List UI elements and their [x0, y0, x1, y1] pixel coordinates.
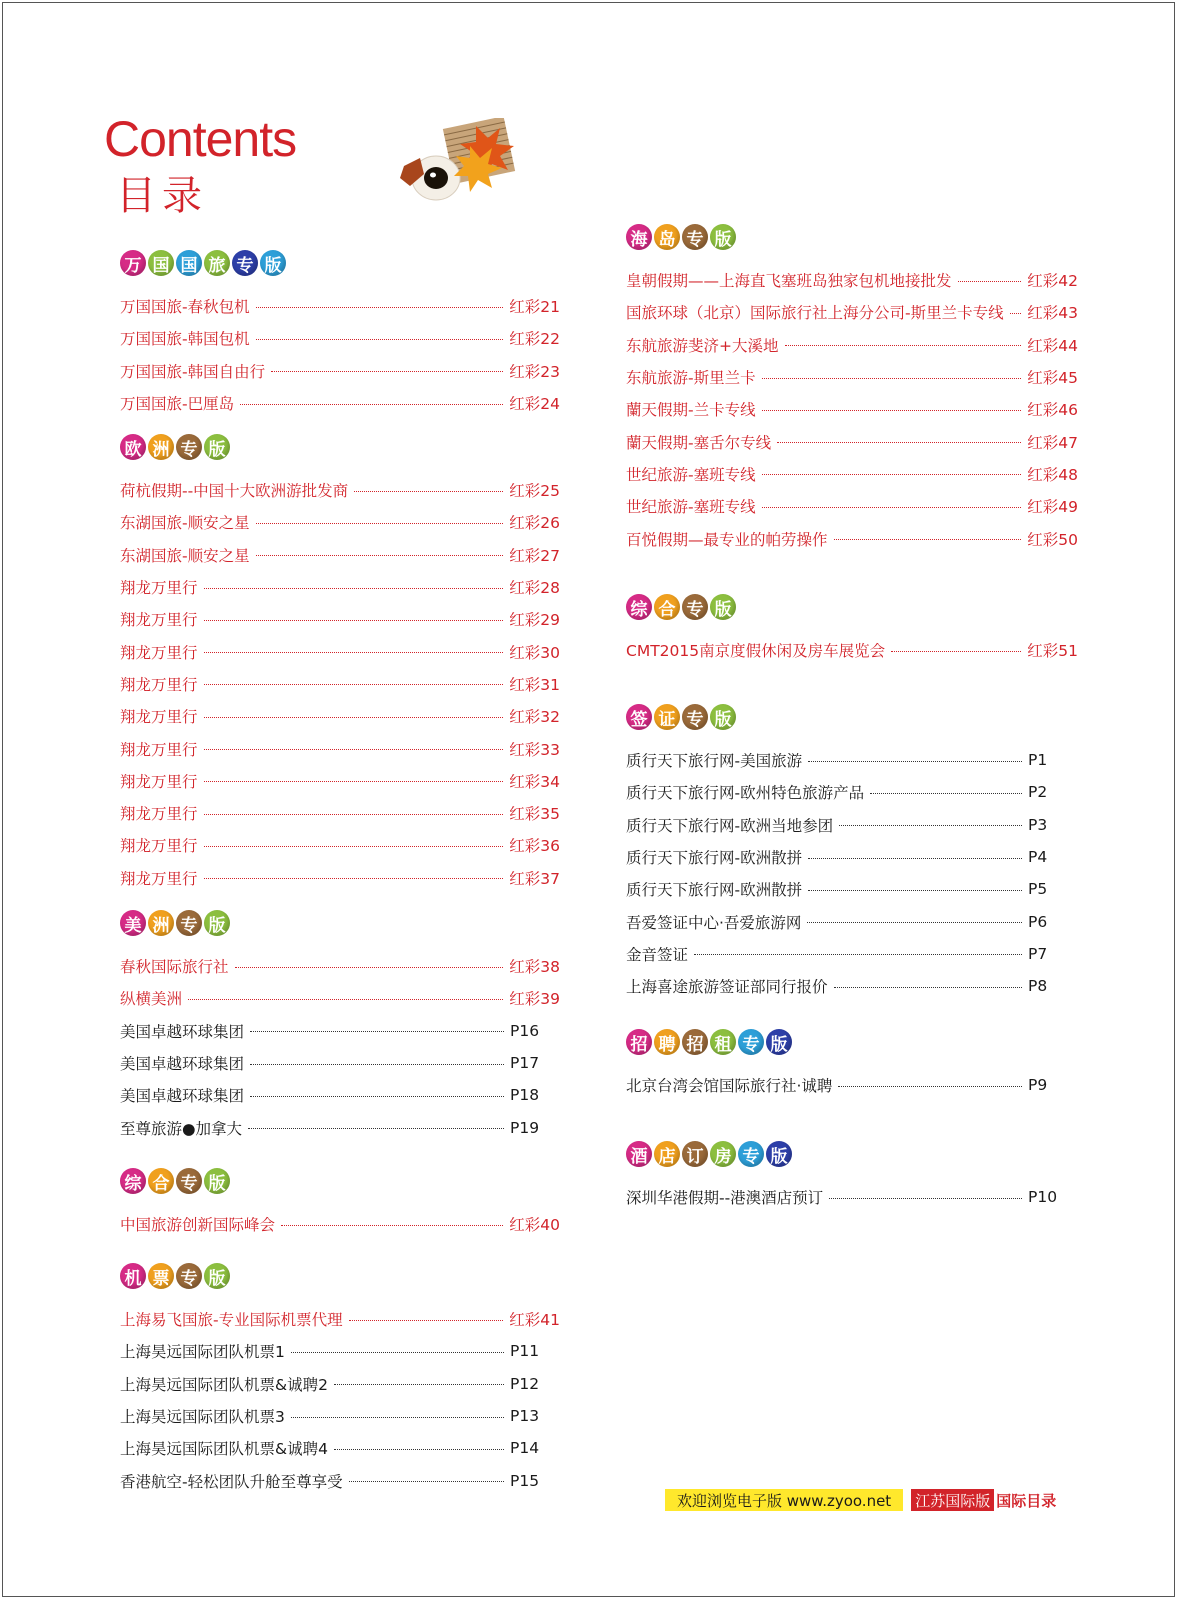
- toc-entry-page: 红彩39: [509, 990, 560, 1009]
- dot-leader: [777, 442, 1021, 443]
- section-heading: [626, 1029, 1078, 1057]
- dot-leader: [839, 825, 1022, 826]
- dot-leader: [829, 1198, 1022, 1199]
- section-badge-char: 招: [682, 1029, 708, 1055]
- dot-leader: [291, 1417, 504, 1418]
- section-heading: [626, 1141, 1078, 1169]
- toc-entry[interactable]: [626, 744, 1078, 776]
- toc-entry[interactable]: [120, 474, 560, 506]
- toc-entry-page: P16: [510, 1021, 540, 1040]
- toc-entry[interactable]: [626, 393, 1078, 425]
- toc-entry-title: 质行天下旅行网-欧洲散拼: [626, 881, 803, 900]
- section-badge-char: 专: [738, 1141, 764, 1167]
- toc-entry-page: P11: [510, 1342, 540, 1361]
- toc-entry[interactable]: [120, 322, 560, 354]
- dot-leader: [834, 539, 1022, 540]
- dot-leader: [235, 967, 504, 968]
- toc-entry[interactable]: [120, 668, 560, 700]
- toc-entry[interactable]: [120, 982, 560, 1014]
- dot-leader: [250, 1064, 504, 1065]
- toc-entry-page: 红彩33: [509, 740, 560, 759]
- right-section-4: [626, 1141, 1078, 1213]
- toc-entry-title: 世纪旅游-塞班专线: [626, 498, 756, 517]
- toc-entry[interactable]: [120, 862, 560, 894]
- toc-entry[interactable]: [120, 603, 560, 635]
- toc-entry-title: 东湖国旅-顺安之星: [120, 514, 250, 533]
- toc-entry-title: 美国卓越环球集团: [120, 1022, 245, 1041]
- section-badge-char: 版: [710, 594, 736, 620]
- toc-entry-page: 红彩21: [509, 298, 560, 317]
- toc-entry[interactable]: [626, 809, 1078, 841]
- toc-entry-page: P18: [510, 1086, 540, 1105]
- toc-entry[interactable]: [626, 490, 1078, 522]
- section-badge-char: 专: [176, 910, 202, 936]
- toc-entry-page: 红彩31: [509, 675, 560, 694]
- dot-leader: [808, 858, 1022, 859]
- left-section-2: [120, 910, 560, 1144]
- toc-entry-page: 红彩45: [1027, 369, 1078, 388]
- section-badge-char: 版: [204, 1263, 230, 1289]
- toc-entry-page: 红彩32: [509, 708, 560, 727]
- toc-entry[interactable]: [626, 970, 1078, 1002]
- left-section-1: [120, 434, 560, 894]
- dot-leader: [204, 620, 504, 621]
- toc-entry[interactable]: [120, 1047, 560, 1079]
- section-heading: [120, 1168, 560, 1196]
- dot-leader: [256, 523, 504, 524]
- dot-leader: [838, 1086, 1022, 1087]
- dot-leader: [334, 1384, 504, 1385]
- toc-entry-title: 翔龙万里行: [120, 708, 198, 727]
- dot-leader: [204, 684, 504, 685]
- toc-entry-title: 蘭天假期-兰卡专线: [626, 401, 756, 420]
- section-badge-char: 版: [710, 704, 736, 730]
- toc-entry[interactable]: [626, 425, 1078, 457]
- toc-entry[interactable]: [120, 1079, 560, 1111]
- toc-entry[interactable]: [120, 1335, 560, 1367]
- toc-entry-page: 红彩42: [1027, 272, 1078, 291]
- dot-leader: [204, 846, 504, 847]
- toc-entry-title: 世纪旅游-塞班专线: [626, 465, 756, 484]
- dot-leader: [204, 652, 504, 653]
- section-badge-char: 海: [626, 224, 652, 250]
- left-section-3: [120, 1168, 560, 1240]
- footer-catalog: 国际目录: [996, 1491, 1057, 1510]
- section-badge-char: 专: [682, 224, 708, 250]
- section-badge-char: 版: [204, 1168, 230, 1194]
- toc-entry[interactable]: [626, 458, 1078, 490]
- section-heading: [120, 1263, 560, 1291]
- section-badge-char: 聘: [654, 1029, 680, 1055]
- toc-entry[interactable]: [626, 905, 1078, 937]
- toc-entry-title: 翔龙万里行: [120, 643, 198, 662]
- toc-entry-page: P5: [1028, 880, 1048, 899]
- toc-entry-title: 吾爱签证中心·吾爱旅游网: [626, 913, 802, 932]
- dot-leader: [762, 410, 1022, 411]
- toc-entry[interactable]: [120, 950, 560, 982]
- toc-entry-title: 翔龙万里行: [120, 740, 198, 759]
- section-badge-char: 合: [148, 1168, 174, 1194]
- toc-entry-title: 上海昊远国际团队机票1: [120, 1343, 285, 1362]
- toc-entry-title: 上海昊远国际团队机票&诚聘2: [120, 1375, 328, 1394]
- toc-entry-page: 红彩26: [509, 514, 560, 533]
- dot-leader: [807, 922, 1022, 923]
- toc-entry-title: 金音签证: [626, 945, 689, 964]
- dot-leader: [1010, 313, 1022, 314]
- section-badge-char: 签: [626, 704, 652, 730]
- toc-entry-page: P12: [510, 1374, 540, 1393]
- section-badge-char: 国: [176, 250, 202, 276]
- toc-entry[interactable]: [626, 873, 1078, 905]
- section-badge-char: 洲: [148, 434, 174, 460]
- section-badge-char: 证: [654, 704, 680, 730]
- dot-leader: [204, 814, 504, 815]
- dot-leader: [250, 1096, 504, 1097]
- section-badge-char: 洲: [148, 910, 174, 936]
- toc-entry[interactable]: [120, 1400, 560, 1432]
- toc-entry[interactable]: [626, 841, 1078, 873]
- toc-entry-title: 质行天下旅行网-欧洲散拼: [626, 849, 803, 868]
- toc-entry[interactable]: [120, 732, 560, 764]
- right-section-0: [626, 224, 1078, 555]
- toc-entry-page: P4: [1028, 848, 1048, 867]
- toc-entry-title: 翔龙万里行: [120, 772, 198, 791]
- toc-entry-page: 红彩41: [509, 1311, 560, 1330]
- dot-leader: [271, 371, 503, 372]
- section-badge-char: 旅: [204, 250, 230, 276]
- toc-entry[interactable]: [626, 1069, 1078, 1101]
- section-heading: [626, 224, 1078, 252]
- toc-entry-title: 上海喜途旅游签证部同行报价: [626, 978, 828, 997]
- left-section-0: [120, 250, 560, 419]
- section-badge-char: 店: [654, 1141, 680, 1167]
- toc-entry[interactable]: [120, 765, 560, 797]
- toc-entry-page: P13: [510, 1407, 540, 1426]
- toc-entry-title: 上海昊远国际团队机票&诚聘4: [120, 1440, 328, 1459]
- dot-leader: [958, 281, 1022, 282]
- toc-entry-page: 红彩48: [1027, 465, 1078, 484]
- toc-entry-page: 红彩30: [509, 643, 560, 662]
- toc-entry-page: 红彩47: [1027, 433, 1078, 452]
- toc-entry-title: 万国国旅-韩国包机: [120, 330, 250, 349]
- toc-entry-title: 上海易飞国旅-专业国际机票代理: [120, 1311, 343, 1330]
- dot-leader: [248, 1128, 504, 1129]
- dot-leader: [762, 378, 1022, 379]
- toc-entry-page: P14: [510, 1439, 540, 1458]
- dot-leader: [256, 339, 504, 340]
- section-badge-char: 专: [232, 250, 258, 276]
- toc-entry-title: 荷杭假期--中国十大欧洲游批发商: [120, 482, 349, 501]
- section-heading: [626, 594, 1078, 622]
- section-badge-char: 机: [120, 1263, 146, 1289]
- toc-entry-page: 红彩37: [509, 869, 560, 888]
- section-badge-char: 专: [682, 594, 708, 620]
- toc-entry-page: 红彩36: [509, 837, 560, 856]
- dot-leader: [891, 651, 1021, 652]
- toc-entry-page: 红彩28: [509, 579, 560, 598]
- section-badge-char: 美: [120, 910, 146, 936]
- toc-entry-title: 美国卓越环球集团: [120, 1055, 245, 1074]
- dot-leader: [204, 781, 504, 782]
- toc-entry[interactable]: [120, 1368, 560, 1400]
- dot-leader: [256, 307, 504, 308]
- toc-entry-page: P19: [510, 1118, 540, 1137]
- toc-entry-page: P7: [1028, 944, 1048, 963]
- section-badge-char: 万: [120, 250, 146, 276]
- section-badge-char: 租: [710, 1029, 736, 1055]
- right-section-3: [626, 1029, 1078, 1101]
- toc-entry-title: 翔龙万里行: [120, 675, 198, 694]
- toc-entry[interactable]: [120, 355, 560, 387]
- toc-entry-page: P9: [1028, 1076, 1048, 1095]
- toc-entry[interactable]: [120, 829, 560, 861]
- section-badge-char: 专: [176, 1263, 202, 1289]
- toc-entry[interactable]: [120, 797, 560, 829]
- toc-entry[interactable]: [120, 1208, 560, 1240]
- section-badge-char: 专: [176, 434, 202, 460]
- toc-entry-title: 质行天下旅行网-欧州特色旅游产品: [626, 784, 865, 803]
- toc-entry-page: 红彩35: [509, 805, 560, 824]
- toc-entry-page: P10: [1028, 1188, 1058, 1207]
- dot-leader: [204, 588, 504, 589]
- toc-entry-title: 上海昊远国际团队机票3: [120, 1408, 285, 1427]
- toc-entry-page: 红彩51: [1027, 642, 1078, 661]
- toc-entry-title: 质行天下旅行网-美国旅游: [626, 752, 803, 771]
- toc-entry-title: 翔龙万里行: [120, 579, 198, 598]
- section-badge-char: 票: [148, 1263, 174, 1289]
- dot-leader: [354, 491, 503, 492]
- toc-entry-title: 百悦假期—最专业的帕劳操作: [626, 530, 828, 549]
- dot-leader: [808, 761, 1022, 762]
- dot-leader: [281, 1225, 503, 1226]
- toc-entry-title: 东航旅游-斯里兰卡: [626, 369, 756, 388]
- right-section-2: [626, 704, 1078, 1002]
- toc-entry-page: 红彩25: [509, 482, 560, 501]
- section-badge-char: 合: [654, 594, 680, 620]
- section-heading: [120, 434, 560, 462]
- toc-entry[interactable]: [626, 634, 1078, 666]
- toc-entry[interactable]: [626, 296, 1078, 328]
- footer-website[interactable]: 欢迎浏览电子版 www.zyoo.net: [665, 1489, 903, 1511]
- section-badge-char: 版: [766, 1029, 792, 1055]
- toc-entry-page: 红彩24: [509, 395, 560, 414]
- toc-entry-title: 东航旅游斐济+大溪地: [626, 336, 779, 355]
- toc-entry-title: 翔龙万里行: [120, 805, 198, 824]
- dot-leader: [204, 878, 504, 879]
- toc-entry-page: 红彩29: [509, 611, 560, 630]
- toc-entry[interactable]: [120, 1303, 560, 1335]
- toc-entry-page: 红彩43: [1027, 304, 1078, 323]
- toc-entry[interactable]: [120, 1432, 560, 1464]
- toc-entry-title: 中国旅游创新国际峰会: [120, 1216, 276, 1235]
- toc-entry[interactable]: [120, 290, 560, 322]
- toc-entry[interactable]: [626, 264, 1078, 296]
- dot-leader: [204, 749, 504, 750]
- toc-entry-title: 质行天下旅行网-欧洲当地参团: [626, 816, 834, 835]
- dot-leader: [188, 999, 503, 1000]
- toc-entry-title: 蘭天假期-塞舌尔专线: [626, 433, 772, 452]
- toc-entry[interactable]: [120, 635, 560, 667]
- toc-entry-title: 万国国旅-巴厘岛: [120, 395, 235, 414]
- section-badge-char: 招: [626, 1029, 652, 1055]
- toc-entry-page: P2: [1028, 783, 1048, 802]
- toc-entry-page: 红彩50: [1027, 530, 1078, 549]
- toc-entry-title: CMT2015南京度假休闲及房车展览会: [626, 642, 886, 661]
- toc-entry-title: 国旅环球（北京）国际旅行社上海分公司-斯里兰卡专线: [626, 304, 1004, 323]
- dot-leader: [349, 1481, 504, 1482]
- toc-entry-title: 至尊旅游●加拿大: [120, 1119, 243, 1138]
- section-badge-char: 专: [176, 1168, 202, 1194]
- toc-entry-title: 东湖国旅-顺安之星: [120, 546, 250, 565]
- toc-entry-page: 红彩23: [509, 362, 560, 381]
- section-badge-char: 国: [148, 250, 174, 276]
- toc-entry-title: 美国卓越环球集团: [120, 1087, 245, 1106]
- left-section-4: [120, 1263, 560, 1497]
- toc-entry-title: 纵横美洲: [120, 990, 183, 1009]
- toc-entry[interactable]: [626, 776, 1078, 808]
- right-section-1: [626, 594, 1078, 666]
- toc-entry-title: 春秋国际旅行社: [120, 958, 229, 977]
- section-badge-char: 专: [682, 704, 708, 730]
- section-heading: [120, 910, 560, 938]
- toc-entry-title: 翔龙万里行: [120, 869, 198, 888]
- toc-entry[interactable]: [626, 1181, 1078, 1213]
- dot-leader: [334, 1449, 504, 1450]
- toc-entry-title: 皇朝假期——上海直飞塞班岛独家包机地接批发: [626, 272, 952, 291]
- section-badge-char: 欧: [120, 434, 146, 460]
- contents-title-cn: 目录: [116, 173, 208, 219]
- toc-entry-title: 翔龙万里行: [120, 611, 198, 630]
- section-badge-char: 房: [710, 1141, 736, 1167]
- toc-entry[interactable]: [120, 700, 560, 732]
- footer-banner: [665, 1489, 1058, 1511]
- toc-entry[interactable]: [120, 1111, 560, 1143]
- coffee-leaves-illustration: [396, 118, 526, 204]
- toc-entry[interactable]: [626, 938, 1078, 970]
- section-heading: [626, 704, 1078, 732]
- toc-entry[interactable]: [626, 329, 1078, 361]
- toc-entry-page: P8: [1028, 977, 1048, 996]
- dot-leader: [808, 890, 1022, 891]
- section-badge-char: 岛: [654, 224, 680, 250]
- dot-leader: [762, 474, 1022, 475]
- section-badge-char: 专: [738, 1029, 764, 1055]
- toc-entry[interactable]: [120, 1464, 560, 1496]
- toc-entry-title: 香港航空-轻松团队升舱至尊享受: [120, 1472, 343, 1491]
- toc-entry-title: 万国国旅-春秋包机: [120, 298, 250, 317]
- dot-leader: [256, 555, 504, 556]
- dot-leader: [250, 1031, 504, 1032]
- section-badge-char: 版: [204, 434, 230, 460]
- toc-entry[interactable]: [626, 361, 1078, 393]
- dot-leader: [834, 987, 1022, 988]
- toc-entry[interactable]: [120, 506, 560, 538]
- dot-leader: [870, 793, 1022, 794]
- dot-leader: [785, 345, 1022, 346]
- toc-entry-page: 红彩38: [509, 958, 560, 977]
- dot-leader: [694, 954, 1022, 955]
- dot-leader: [204, 717, 504, 718]
- dot-leader: [291, 1352, 504, 1353]
- toc-entry-page: P1: [1028, 751, 1048, 770]
- dot-leader: [349, 1320, 504, 1321]
- section-badge-char: 版: [766, 1141, 792, 1167]
- section-badge-char: 版: [710, 224, 736, 250]
- dot-leader: [762, 507, 1022, 508]
- toc-entry-title: 深圳华港假期--港澳酒店预订: [626, 1189, 824, 1208]
- toc-entry-page: 红彩44: [1027, 336, 1078, 355]
- toc-entry[interactable]: [120, 571, 560, 603]
- toc-entry-page: 红彩27: [509, 546, 560, 565]
- section-badge-char: 综: [120, 1168, 146, 1194]
- toc-entry[interactable]: [626, 522, 1078, 554]
- toc-entry-page: P15: [510, 1471, 540, 1490]
- contents-title-en: Contents: [104, 111, 297, 167]
- toc-entry-page: P6: [1028, 912, 1048, 931]
- toc-entry-page: 红彩46: [1027, 401, 1078, 420]
- toc-entry-page: 红彩22: [509, 330, 560, 349]
- toc-entry-page: 红彩49: [1027, 498, 1078, 517]
- toc-entry-page: P3: [1028, 815, 1048, 834]
- toc-entry[interactable]: [120, 387, 560, 419]
- section-badge-char: 版: [204, 910, 230, 936]
- toc-entry[interactable]: [120, 1015, 560, 1047]
- section-badge-char: 综: [626, 594, 652, 620]
- section-badge-char: 酒: [626, 1141, 652, 1167]
- toc-entry-page: 红彩40: [509, 1216, 560, 1235]
- section-heading: [120, 250, 560, 278]
- section-badge-char: 版: [260, 250, 286, 276]
- toc-entry-page: P17: [510, 1054, 540, 1073]
- section-badge-char: 订: [682, 1141, 708, 1167]
- toc-entry-title: 万国国旅-韩国自由行: [120, 362, 266, 381]
- toc-entry-page: 红彩34: [509, 772, 560, 791]
- toc-entry-title: 翔龙万里行: [120, 837, 198, 856]
- dot-leader: [240, 404, 503, 405]
- footer-edition: 江苏国际版: [911, 1489, 994, 1511]
- toc-entry-title: 北京台湾会馆国际旅行社·诚聘: [626, 1077, 833, 1096]
- toc-entry[interactable]: [120, 539, 560, 571]
